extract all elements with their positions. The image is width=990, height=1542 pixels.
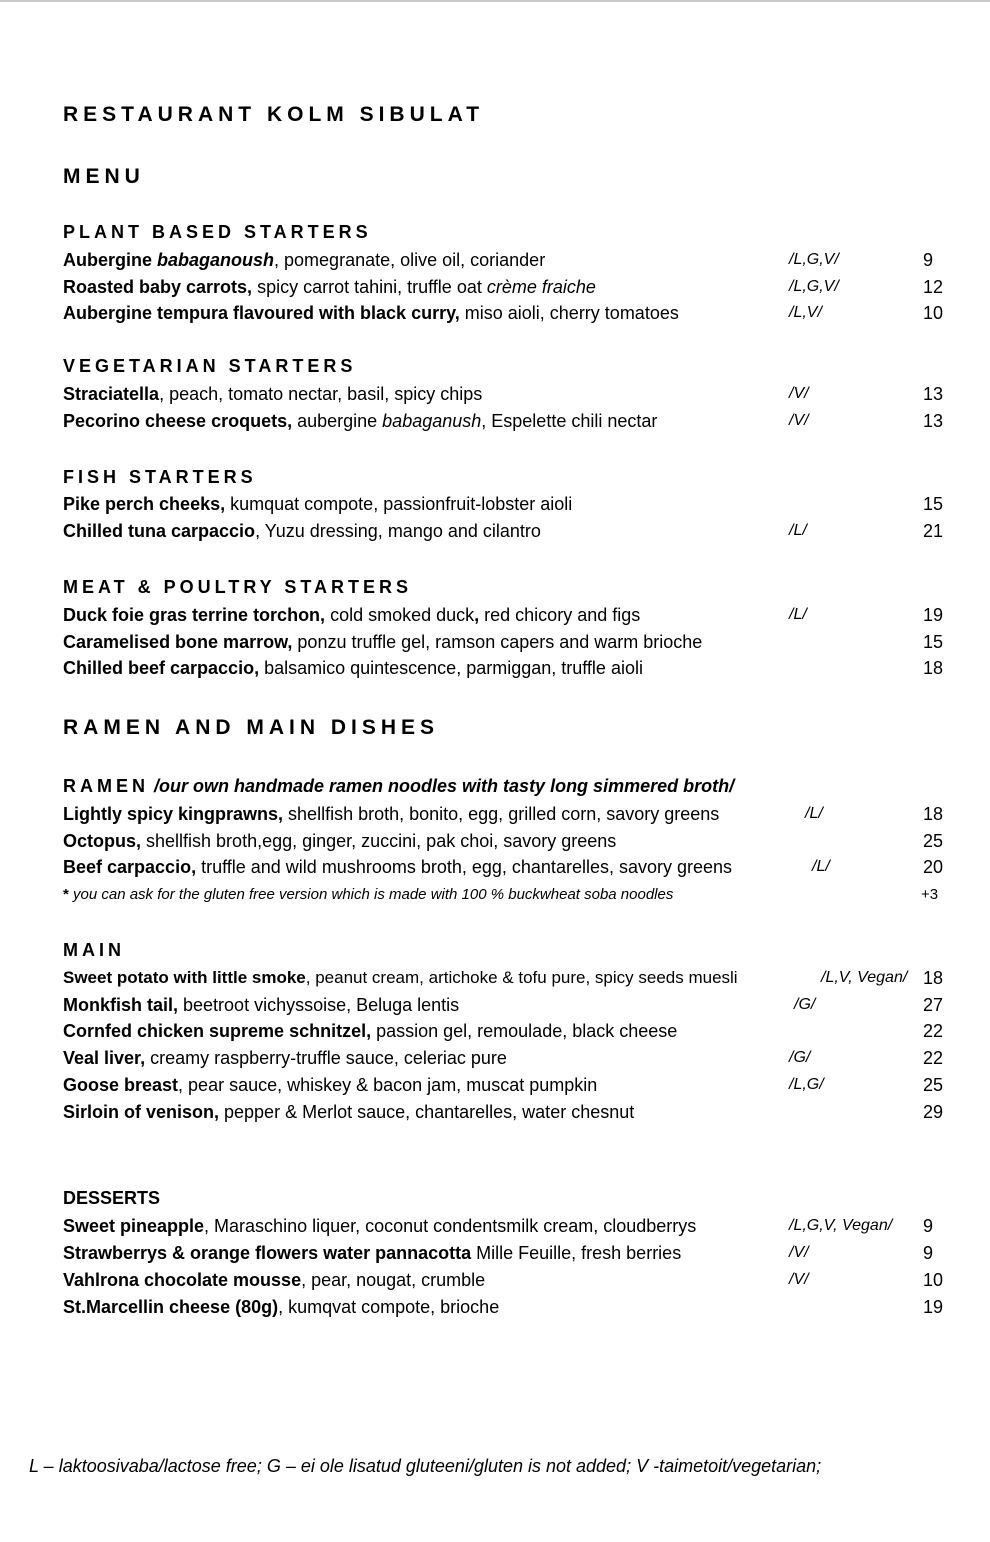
item-price: 27 xyxy=(923,995,944,1015)
item-text xyxy=(63,1100,634,1124)
item-description: pepper & Merlot sauce, chantarelles, water chesnut xyxy=(219,1102,635,1122)
item-description: balsamico quintescence, parmiggan, truffle aioli xyxy=(259,658,643,678)
diet-tags: /V/ xyxy=(789,1244,809,1261)
diet-tags: /V/ xyxy=(789,385,809,402)
item-text xyxy=(63,248,545,272)
menu-item xyxy=(63,1295,945,1319)
item-description-italic: crème fraiche xyxy=(486,277,596,297)
item-name: Chilled tuna carpaccio xyxy=(63,521,256,541)
menu-item xyxy=(63,519,945,543)
item-name: Cornfed chicken supreme schnitzel, xyxy=(63,1021,372,1041)
note-text xyxy=(63,883,673,907)
item-text xyxy=(63,829,616,853)
item-text xyxy=(63,492,572,516)
item-price: 25 xyxy=(923,831,944,851)
item-price: 12 xyxy=(923,277,944,297)
menu-item xyxy=(63,248,945,272)
item-text xyxy=(63,630,702,654)
item-text xyxy=(63,1295,499,1319)
item-description: red chicory and figs xyxy=(479,605,641,625)
item-price: 21 xyxy=(923,521,944,541)
item-name: Sweet potato with little smoke xyxy=(63,968,306,987)
menu-item xyxy=(63,630,945,654)
ramen-note xyxy=(63,883,945,907)
item-name: Goose breast xyxy=(63,1075,179,1095)
item-description: , peach, tomato nectar, basil, spicy chips xyxy=(159,384,483,404)
menu-item xyxy=(63,656,945,680)
menu-item xyxy=(63,829,945,853)
top-divider xyxy=(0,0,990,2)
item-price: 10 xyxy=(923,303,944,323)
item-description: spicy carrot tahini, truffle oat xyxy=(252,277,487,297)
item-description: creamy raspberry-truffle sauce, celeriac pure xyxy=(145,1048,507,1068)
item-name: Aubergine xyxy=(63,250,158,270)
item-description: , kumqvat compote, brioche xyxy=(278,1297,500,1317)
item-description: shellfish broth,egg, ginger, zuccini, pak choi, savory greens xyxy=(141,831,617,851)
menu-item xyxy=(63,966,945,990)
item-text xyxy=(63,301,679,325)
diet-tags: /L/ xyxy=(789,522,807,539)
menu-item xyxy=(63,492,945,516)
item-price: 18 xyxy=(923,968,944,988)
menu-item xyxy=(63,1268,945,1292)
item-description: aubergine xyxy=(292,411,383,431)
menu-item xyxy=(63,301,945,325)
diet-tags: /L,G,V/ xyxy=(789,278,839,295)
item-name: Lightly spicy kingprawns, xyxy=(63,804,284,824)
menu-item xyxy=(63,855,945,879)
item-price: 15 xyxy=(923,632,944,652)
item-price: 29 xyxy=(923,1102,944,1122)
item-price: 15 xyxy=(923,494,944,514)
item-description-italic: babaganush xyxy=(382,411,482,431)
item-name-italic: babaganoush xyxy=(157,250,275,270)
diet-tags: /L,V, Vegan/ xyxy=(821,969,908,986)
item-text xyxy=(63,519,541,543)
diet-tags: /L,G,V/ xyxy=(789,251,839,268)
item-name: Octopus, xyxy=(63,831,142,851)
item-description: , pear sauce, whiskey & bacon jam, muscat pumpkin xyxy=(178,1075,598,1095)
ramen-heading: RAMEN xyxy=(63,776,149,796)
menu-item xyxy=(63,603,945,627)
item-name: Chilled beef carpaccio, xyxy=(63,658,260,678)
item-description: , pomegranate, olive oil, coriander xyxy=(274,250,546,270)
item-text xyxy=(63,855,732,879)
item-text xyxy=(63,1268,485,1292)
item-text xyxy=(63,1046,507,1070)
ramen-and-main-heading: RAMEN AND MAIN DISHES xyxy=(63,716,440,739)
item-text xyxy=(63,966,738,990)
item-text xyxy=(63,802,719,826)
item-description: , pear, nougat, crumble xyxy=(301,1270,486,1290)
note-description: you can ask for the gluten free version which is made with 100 % buckwheat soba noodles xyxy=(68,886,674,903)
item-description: kumquat compote, passionfruit-lobster aioli xyxy=(225,494,573,514)
section-vegetarian: VEGETARIAN STARTERS xyxy=(63,356,357,376)
menu-item xyxy=(63,1019,945,1043)
item-price: 10 xyxy=(923,1270,944,1290)
item-name: St.Marcellin cheese (80g) xyxy=(63,1297,279,1317)
item-description: , Espelette chili nectar xyxy=(481,411,658,431)
item-description: shellfish broth, bonito, egg, grilled corn, savory greens xyxy=(283,804,720,824)
menu-item xyxy=(63,1214,945,1238)
diet-tags: /L/ xyxy=(805,805,823,822)
item-name: Veal liver, xyxy=(63,1048,146,1068)
note-asterisk: * xyxy=(63,886,69,903)
item-description: cold smoked duck xyxy=(325,605,475,625)
section-fish: FISH STARTERS xyxy=(63,467,257,487)
item-description: truffle and wild mushrooms broth, egg, chantarelles, savory greens xyxy=(196,857,733,877)
item-name: Roasted baby carrots, xyxy=(63,277,253,297)
item-description: Mille Feuille, fresh berries xyxy=(471,1243,682,1263)
item-description-bold: , xyxy=(474,605,480,625)
item-price: 20 xyxy=(923,857,944,877)
diet-tags: /L/ xyxy=(812,858,830,875)
item-text xyxy=(63,1073,597,1097)
item-description: , Maraschino liquer, coconut condentsmilk cream, cloudberrys xyxy=(204,1216,697,1236)
item-price: 9 xyxy=(923,1216,934,1236)
item-text xyxy=(63,1019,677,1043)
item-name: Monkfish tail, xyxy=(63,995,179,1015)
item-price: 25 xyxy=(923,1075,944,1095)
diet-tags: /L,V/ xyxy=(789,304,822,321)
item-text xyxy=(63,275,596,299)
item-name: Duck foie gras terrine torchon, xyxy=(63,605,326,625)
diet-tags: /V/ xyxy=(789,412,809,429)
item-description: miso aioli, cherry tomatoes xyxy=(459,303,679,323)
item-description: beetroot vichyssoise, Beluga lentis xyxy=(178,995,460,1015)
item-price: 9 xyxy=(923,250,934,270)
item-text xyxy=(63,603,640,627)
item-description: , Yuzu dressing, mango and cilantro xyxy=(255,521,541,541)
section-meat-poultry: MEAT & POULTRY STARTERS xyxy=(63,577,413,597)
item-price: 19 xyxy=(923,1297,944,1317)
item-text xyxy=(63,1214,696,1238)
menu-item xyxy=(63,409,945,433)
item-price: 13 xyxy=(923,411,944,431)
item-name: Caramelised bone marrow, xyxy=(63,632,293,652)
item-name: Sweet pineapple xyxy=(63,1216,205,1236)
item-name: Pike perch cheeks, xyxy=(63,494,226,514)
menu-item xyxy=(63,802,945,826)
item-price: 18 xyxy=(923,804,944,824)
item-description: ponzu truffle gel, ramson capers and warm brioche xyxy=(292,632,703,652)
item-name: Strawberrys & orange flowers water pannacotta xyxy=(63,1243,472,1263)
item-text xyxy=(63,382,482,406)
dietary-legend: L – laktoosivaba/lactose free; G – ei ole lisatud gluteeni/gluten is not added; V -taimetoit/vegetarian; xyxy=(29,1456,822,1476)
item-price: 9 xyxy=(923,1243,934,1263)
item-name: Sirloin of venison, xyxy=(63,1102,220,1122)
menu-title: MENU xyxy=(63,165,145,188)
menu-item xyxy=(63,275,945,299)
item-price: 13 xyxy=(923,384,944,404)
item-description: passion gel, remoulade, black cheese xyxy=(371,1021,678,1041)
restaurant-name: RESTAURANT KOLM SIBULAT xyxy=(63,103,485,126)
item-description: , peanut cream, artichoke & tofu pure, spicy seeds muesli xyxy=(305,968,738,987)
item-name: Aubergine tempura flavoured with black curry, xyxy=(63,303,460,323)
menu-item xyxy=(63,1100,945,1124)
diet-tags: /G/ xyxy=(794,996,816,1013)
menu-item xyxy=(63,382,945,406)
section-desserts: DESSERTS xyxy=(63,1188,161,1208)
item-name: Straciatella xyxy=(63,384,160,404)
item-price: 19 xyxy=(923,605,944,625)
diet-tags: /L/ xyxy=(789,606,807,623)
note-price: +3 xyxy=(921,886,939,903)
section-plant-based: PLANT BASED STARTERS xyxy=(63,222,372,242)
menu-item xyxy=(63,993,945,1017)
section-ramen xyxy=(63,776,734,797)
item-text xyxy=(63,993,459,1017)
item-name: Vahlrona chocolate mousse xyxy=(63,1270,302,1290)
ramen-subtitle: /our own handmade ramen noodles with tasty long simmered broth/ xyxy=(154,776,735,796)
item-price: 22 xyxy=(923,1048,944,1068)
item-name: Pecorino cheese croquets, xyxy=(63,411,293,431)
item-price: 18 xyxy=(923,658,944,678)
item-text xyxy=(63,409,657,433)
menu-item xyxy=(63,1073,945,1097)
diet-tags: /G/ xyxy=(789,1049,811,1066)
item-price: 22 xyxy=(923,1021,944,1041)
item-text xyxy=(63,1241,681,1265)
item-text xyxy=(63,656,643,680)
diet-tags: /L,G/ xyxy=(789,1076,824,1093)
item-name: Beef carpaccio, xyxy=(63,857,197,877)
diet-tags: /V/ xyxy=(789,1271,809,1288)
section-main: MAIN xyxy=(63,940,125,960)
menu-item xyxy=(63,1046,945,1070)
diet-tags: /L,G,V, Vegan/ xyxy=(789,1217,893,1234)
menu-item xyxy=(63,1241,945,1265)
